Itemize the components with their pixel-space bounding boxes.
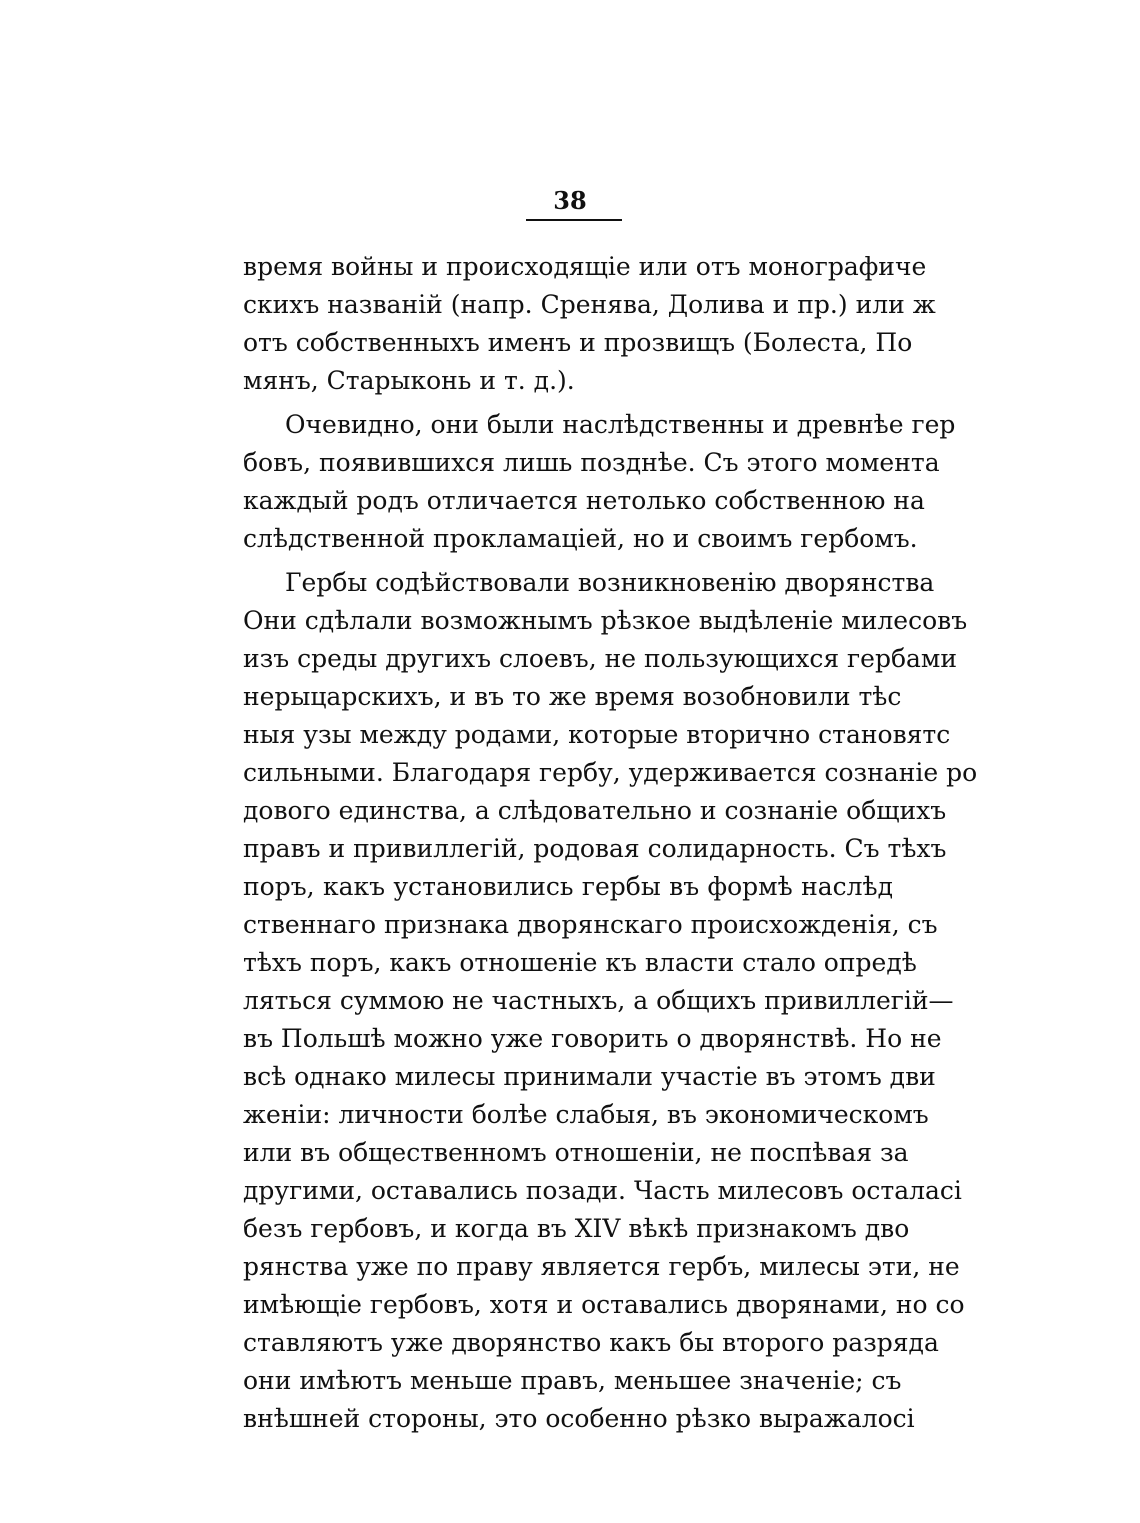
text-line: скихъ названій (напр. Сренява, Долива и пр.) или ж <box>243 290 936 319</box>
text-line: внѣшней стороны, это особенно рѣзко выражалосі <box>243 1404 915 1433</box>
paragraph-1 <box>243 248 936 400</box>
text-line: дового единства, а слѣдовательно и сознаніе общихъ <box>243 796 947 825</box>
text-line: мянъ, Старыконь и т. д.). <box>243 366 575 395</box>
text-line: тѣхъ поръ, какъ отношеніе къ власти стало опредѣ <box>243 948 917 977</box>
text-line: отъ собственныхъ именъ и прозвищъ (Болеста, По <box>243 328 913 357</box>
text-line: ственнаго признака дворянскаго происхожденія, съ <box>243 910 938 939</box>
text-line: правъ и привиллегій, родовая солидарность. Съ тѣхъ <box>243 834 947 863</box>
text-line: сильными. Благодаря гербу, удерживается сознаніе ро <box>243 758 978 787</box>
text-line: ляться суммою не частныхъ, а общихъ привиллегій— <box>243 986 954 1015</box>
paragraph-3 <box>243 564 978 1438</box>
page-number: 38 <box>553 186 587 215</box>
text-line: они имѣютъ меньше правъ, меньшее значеніе; съ <box>243 1366 902 1395</box>
text-line: время войны и происходящіе или отъ монографиче <box>243 252 927 281</box>
text-line: другими, оставались позади. Часть милесовъ осталасі <box>243 1176 962 1205</box>
text-line: безъ гербовъ, и когда въ XIV вѣкѣ признакомъ дво <box>243 1214 910 1243</box>
text-line: имѣющіе гербовъ, хотя и оставались дворянами, но со <box>243 1290 965 1319</box>
paragraph-2 <box>243 406 956 558</box>
text-line: въ Польшѣ можно уже говорить о дворянствѣ. Но не <box>243 1024 942 1053</box>
text-line: каждый родъ отличается нетолько собственною на <box>243 486 925 515</box>
text-line: женіи: личности болѣе слабыя, въ экономическомъ <box>243 1100 929 1129</box>
text-line: всѣ однако милесы принимали участіе въ этомъ дви <box>243 1062 936 1091</box>
text-line: Они сдѣлали возможнымъ рѣзкое выдѣленіе милесовъ <box>243 606 968 635</box>
body-text <box>243 248 978 1444</box>
text-line: нерыцарскихъ, и въ то же время возобновили тѣс <box>243 682 902 711</box>
text-line: слѣдственной прокламаціей, но и своимъ гербомъ. <box>243 524 918 553</box>
text-line: ныя узы между родами, которые вторично становятс <box>243 720 951 749</box>
text-line: поръ, какъ установились гербы въ формѣ наслѣд <box>243 872 893 901</box>
page-number-rule <box>526 219 622 221</box>
text-line: ставляютъ уже дворянство какъ бы второго разряда <box>243 1328 939 1357</box>
text-line: рянства уже по праву является гербъ, милесы эти, не <box>243 1252 960 1281</box>
text-line: бовъ, появившихся лишь позднѣе. Съ этого момента <box>243 448 940 477</box>
text-line: Очевидно, они были наслѣдственны и древнѣе гер <box>285 410 956 439</box>
text-line: изъ среды другихъ слоевъ, не пользующихся гербами <box>243 644 958 673</box>
text-line: или въ общественномъ отношеніи, не поспѣвая за <box>243 1138 909 1167</box>
text-line: Гербы содѣйствовали возникновенію дворянства <box>285 568 935 597</box>
